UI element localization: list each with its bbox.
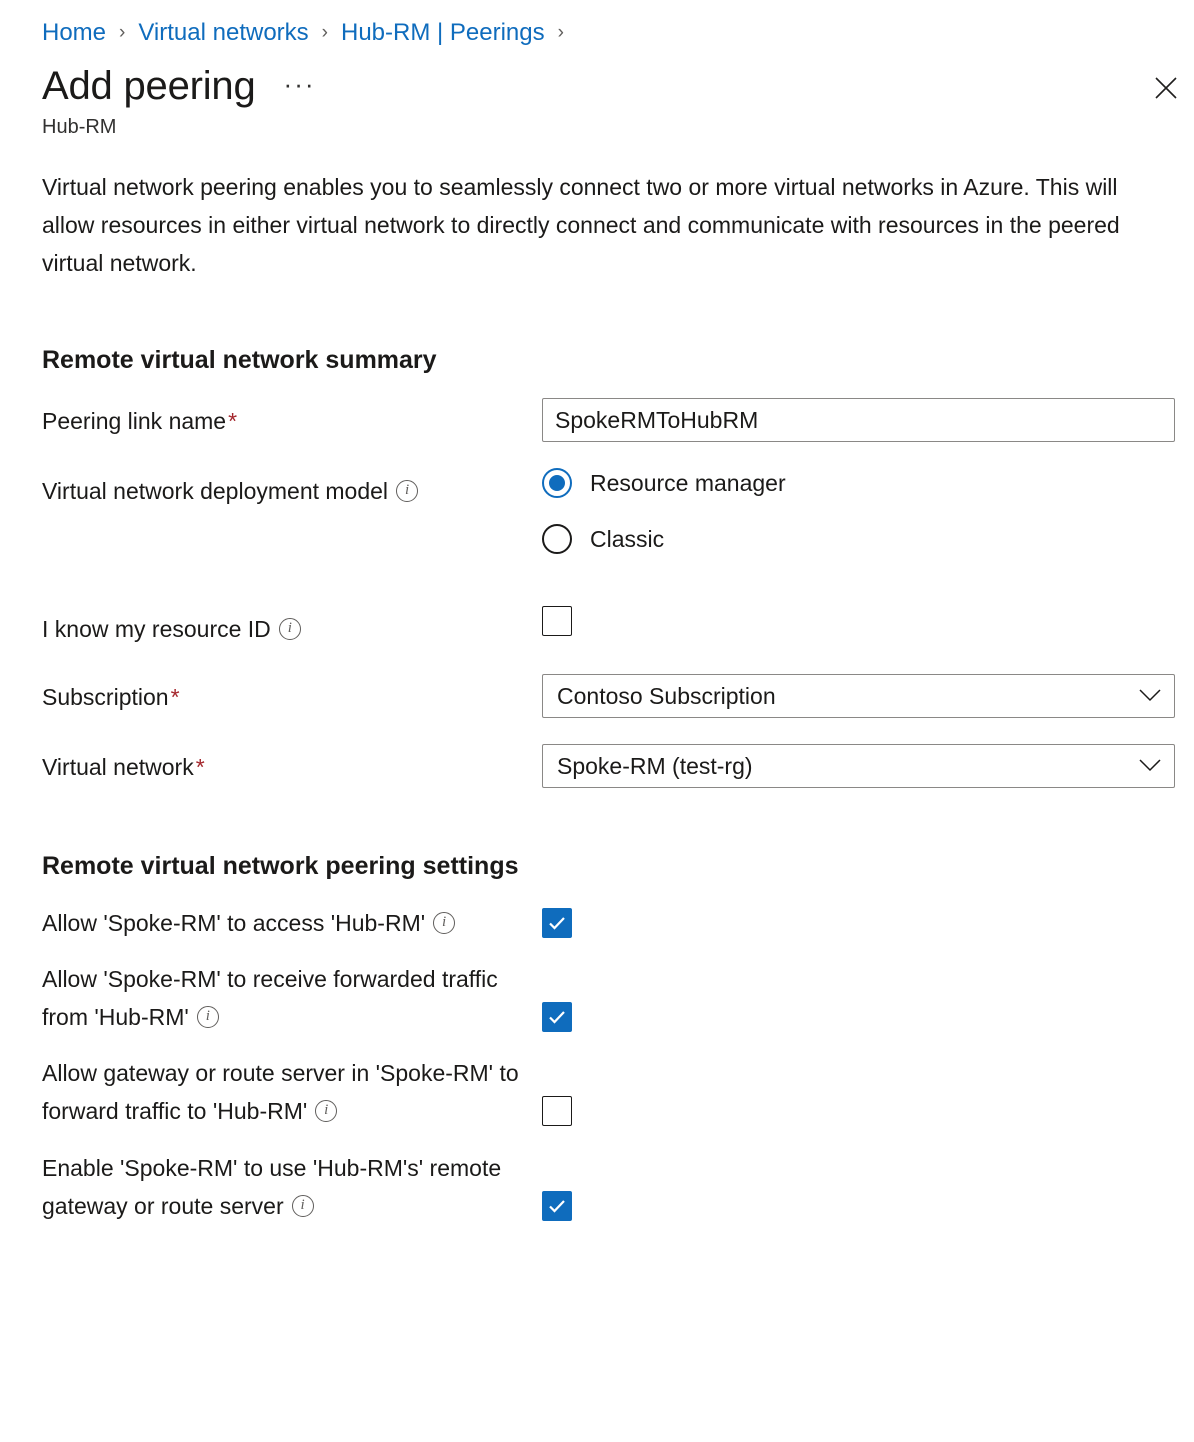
required-marker: * xyxy=(228,408,238,434)
field-wrap xyxy=(542,606,1172,641)
label-text: I know my resource ID xyxy=(42,616,271,642)
use-remote-gateway-checkbox[interactable] xyxy=(542,1191,572,1221)
breadcrumb-item-hub-rm-peerings[interactable]: Hub-RM | Peerings xyxy=(340,19,545,46)
setting-control xyxy=(542,960,572,1032)
breadcrumb xyxy=(42,18,1172,48)
field-virtual-network xyxy=(42,744,1172,788)
info-icon[interactable]: i xyxy=(396,480,418,502)
required-marker: * xyxy=(195,754,205,780)
chevron-right-icon: › xyxy=(119,22,126,43)
field-wrap xyxy=(542,674,1175,718)
blade-description: Virtual network peering enables you to seamlessly connect two or more virtual networks in Azure. This will allow resources in either virtual network to directly connect and communicate with resources in the peered virtual network. xyxy=(42,174,1120,276)
radio-resource-manager[interactable] xyxy=(542,468,1172,498)
required-marker: * xyxy=(170,684,180,710)
peering-link-name-input[interactable] xyxy=(542,398,1175,442)
allow-gateway-transit-checkbox[interactable] xyxy=(542,1096,572,1126)
field-wrap xyxy=(542,744,1175,788)
radio-label: Resource manager xyxy=(590,469,786,496)
page-subtitle: Hub-RM xyxy=(42,116,117,138)
field-wrap xyxy=(542,398,1175,442)
info-icon[interactable]: i xyxy=(279,618,301,640)
field-peering-link-name xyxy=(42,398,1172,442)
title-row xyxy=(42,62,1172,110)
label-text: Subscription xyxy=(42,684,169,710)
setting-use-remote-gateway xyxy=(42,1149,1172,1225)
radio-icon-unselected[interactable] xyxy=(542,524,572,554)
setting-control xyxy=(542,1149,572,1221)
radio-group-deployment-model xyxy=(542,468,1172,580)
section-title-peering-settings: Remote virtual network peering settings xyxy=(42,852,519,880)
field-subscription xyxy=(42,674,1172,718)
close-icon[interactable] xyxy=(1146,68,1186,108)
label-virtual-network xyxy=(42,744,542,786)
subscription-select-value[interactable]: Contoso Subscription xyxy=(542,674,1175,718)
label-text: Enable 'Spoke-RM' to use 'Hub-RM's' remote gateway or route server xyxy=(42,1155,502,1219)
allow-access-checkbox[interactable] xyxy=(542,908,572,938)
more-options-icon[interactable]: ··· xyxy=(283,69,316,99)
virtual-network-select[interactable] xyxy=(542,744,1175,788)
radio-icon-selected[interactable] xyxy=(542,468,572,498)
allow-forwarded-traffic-checkbox[interactable] xyxy=(542,1002,572,1032)
label-text: Virtual network deployment model xyxy=(42,478,389,504)
info-icon[interactable]: i xyxy=(315,1100,337,1122)
setting-allow-forwarded-traffic xyxy=(42,960,1172,1036)
setting-allow-gateway-transit xyxy=(42,1054,1172,1131)
info-icon[interactable]: i xyxy=(433,912,455,934)
label-text: Virtual network xyxy=(42,754,194,780)
section-title-summary: Remote virtual network summary xyxy=(42,346,437,374)
chevron-right-icon: › xyxy=(321,22,328,43)
label-subscription xyxy=(42,674,542,716)
setting-label xyxy=(42,960,542,1036)
setting-control xyxy=(542,904,572,938)
label-know-resource-id xyxy=(42,606,542,648)
setting-label xyxy=(42,904,542,942)
label-peering-link-name xyxy=(42,398,542,440)
page-title: Add peering xyxy=(42,64,256,108)
label-text: Peering link name xyxy=(42,408,227,434)
label-deployment-model xyxy=(42,468,542,510)
chevron-right-icon: › xyxy=(557,22,564,43)
setting-label xyxy=(42,1054,542,1130)
setting-allow-access xyxy=(42,904,1172,942)
radio-label: Classic xyxy=(590,525,665,552)
field-know-resource-id xyxy=(42,606,1172,648)
info-icon[interactable]: i xyxy=(197,1006,219,1028)
info-icon[interactable]: i xyxy=(292,1195,314,1217)
breadcrumb-item-home[interactable]: Home xyxy=(42,19,107,46)
label-text: Allow gateway or route server in 'Spoke-RM' to forward traffic to 'Hub-RM' xyxy=(42,1060,519,1124)
virtual-network-select-value[interactable]: Spoke-RM (test-rg) xyxy=(542,744,1175,788)
label-text: Allow 'Spoke-RM' to access 'Hub-RM' xyxy=(42,910,426,936)
field-deployment-model xyxy=(42,468,1172,580)
setting-control xyxy=(542,1054,572,1131)
setting-label xyxy=(42,1149,542,1225)
subscription-select[interactable] xyxy=(542,674,1175,718)
radio-classic[interactable] xyxy=(542,524,1172,554)
label-text: Allow 'Spoke-RM' to receive forwarded traffic from 'Hub-RM' xyxy=(42,966,498,1030)
know-resource-id-checkbox[interactable] xyxy=(542,606,572,636)
breadcrumb-item-virtual-networks[interactable]: Virtual networks xyxy=(138,19,309,46)
